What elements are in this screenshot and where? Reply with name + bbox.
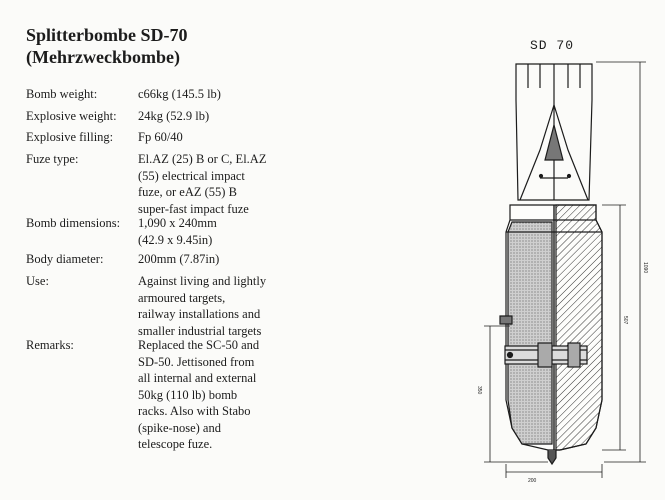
spec-value-line: 24kg (52.9 lb) [138,109,210,123]
title-line-2: (Mehrzweckbombe) [26,47,180,67]
spec-value [138,251,288,268]
spec-value-line: super-fast impact fuze [138,201,249,216]
spec-label: Use: [26,274,49,288]
spec-value-line: railway installations and [138,307,261,321]
spec-value [138,108,288,125]
spec-value [138,337,288,453]
bomb-title [26,24,188,68]
spec-value [138,215,288,248]
spec-value-line: armoured targets, [138,290,226,305]
spec-value-line: El.AZ (25) B or C, El.AZ [138,152,267,166]
spec-value-line: 50kg (110 lb) bomb [138,387,238,402]
spec-value-line: Against living and lightly [138,274,267,288]
spec-label: Remarks: [26,338,74,352]
drawing-title: SD 70 [530,38,575,53]
spec-label: Explosive filling: [26,130,114,144]
title-line-1: Splitterbombe SD-70 [26,25,188,45]
spec-value-line: 1,090 x 240mm [138,216,217,230]
spec-value-line: Fp 60/40 [138,130,183,144]
spec-value [138,86,288,103]
spec-label: Explosive weight: [26,109,117,123]
dim-label-body-length: 507 [622,316,628,325]
spec-value-line: (55) electrical impact [138,168,245,183]
tail-fins [516,64,592,200]
dim-label-nose-length: 350 [476,386,482,395]
spec-value-line: (spike-nose) and [138,420,221,435]
dim-label-diameter: 200 [528,478,537,484]
spec-value-line: SD-50. Jettisoned from [138,354,255,369]
spec-value-line: Replaced the SC-50 and [138,338,260,352]
spec-value-line: all internal and external [138,371,257,385]
spec-value [138,273,288,339]
spec-label: Bomb weight: [26,87,98,101]
spec-label: Bomb dimensions: [26,216,121,230]
spec-value [138,129,288,146]
spec-value-line: 200mm (7.87in) [138,252,220,266]
spec-value-line: c66kg (145.5 lb) [138,87,221,101]
spec-value-line: racks. Also with Stabo [138,404,251,418]
spec-value-line: (42.9 x 9.45in) [138,232,213,247]
bomb-cross-section-drawing [462,30,662,500]
spec-label: Fuze type: [26,152,79,166]
spec-label: Body diameter: [26,252,104,266]
dim-label-total-length: 1090 [642,262,648,274]
spec-value-line: fuze, or eAZ (55) B [138,185,237,199]
bomb-body [500,205,602,464]
spec-value-line: telescope fuze. [138,437,213,451]
spec-value [138,151,288,217]
spec-value-line: smaller industrial targets [138,323,262,338]
